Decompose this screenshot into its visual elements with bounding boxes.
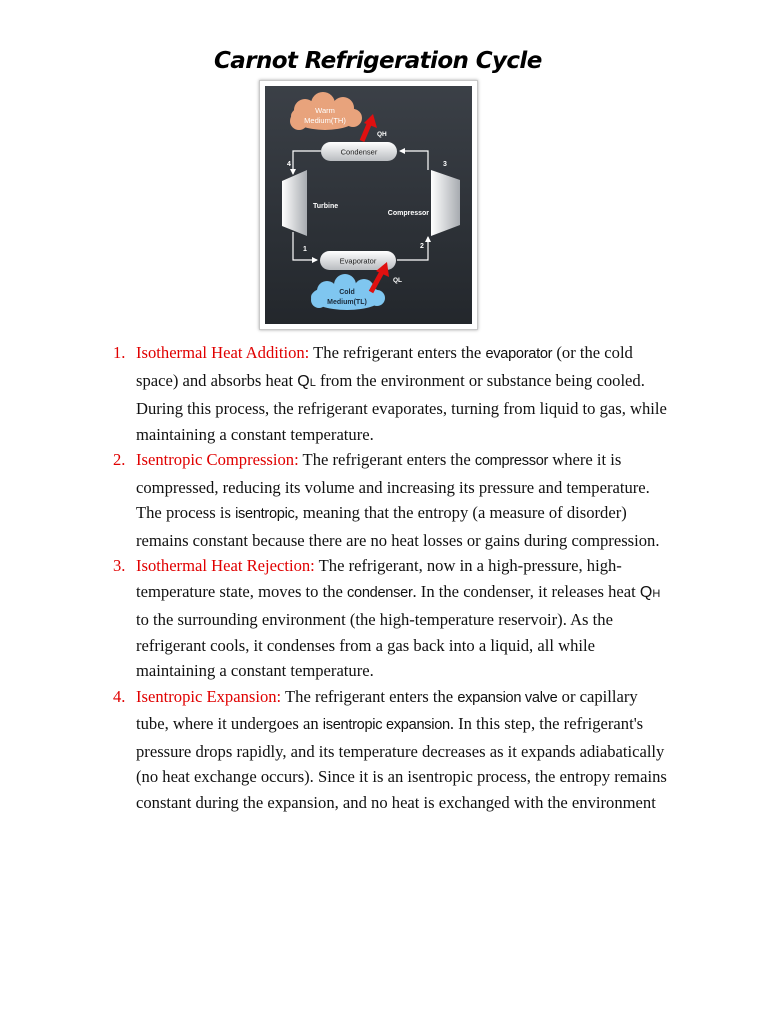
- step-keyword: isentropic: [235, 506, 295, 522]
- condenser: [321, 142, 397, 161]
- compressor-label: Compressor: [387, 210, 429, 217]
- page-title: Carnot Refrigeration Cycle: [214, 48, 542, 74]
- step-text: (or the cold space) and absorbs heat: [136, 343, 633, 390]
- step-heading: Isentropic Expansion:: [136, 686, 282, 706]
- cold-medium-label-line2: Medium(TL): [327, 299, 367, 306]
- step-keyword: condenser: [347, 584, 413, 601]
- step-text: The refrigerant enters the: [281, 686, 458, 706]
- list-item: [113, 553, 673, 684]
- state-4-label: 4: [287, 161, 291, 168]
- heat-symbol: [640, 584, 660, 601]
- heat-symbol-letter: Q: [297, 372, 310, 390]
- cycle-diagram-figure: [259, 80, 478, 330]
- process-steps-list: [113, 340, 673, 815]
- list-item: [113, 684, 673, 816]
- step-text: where it is compressed, reducing its volume and increasing its pressure and temperature. The process is: [136, 450, 650, 522]
- step-number: 3.: [113, 556, 126, 575]
- step-text: The refrigerant, now in a high-pressure, high-temperature state, moves to the: [136, 556, 622, 601]
- step-keyword: expansion valve: [457, 689, 558, 706]
- state-3-label: 3: [443, 161, 447, 168]
- step-number: 1.: [113, 343, 126, 362]
- heat-symbol-letter: Q: [639, 583, 653, 601]
- turbine-label: Turbine: [313, 203, 339, 210]
- ql-label: QL: [393, 277, 403, 284]
- step-text: . In this step, the refrigerant's pressure drops rapidly, and its temperature decreases as it expands adiabatically (no heat exchange occurs). Since it is an isentropic process, the entropy remains constant during the expansion, and no heat is exchanged with the environment: [136, 714, 667, 812]
- step-keyword: isentropic expansion: [322, 717, 450, 733]
- step-text: from the environment or substance being cooled. During this process, the refrigerant evaporates, turning from liquid to gas, while maintaining a constant temperature.: [136, 370, 667, 444]
- evaporator-label: Evaporator: [339, 256, 377, 266]
- step-heading: Isothermal Heat Addition:: [136, 343, 310, 362]
- warm-medium-label-line1: Warm: [315, 106, 335, 115]
- heat-symbol-subscript: H: [652, 587, 661, 600]
- list-item: [113, 340, 673, 447]
- state-1-label: 1: [303, 246, 307, 253]
- heat-symbol: [297, 373, 316, 390]
- step-text: The refrigerant enters the: [309, 343, 486, 362]
- qh-label: QH: [377, 131, 387, 138]
- step-text: , meaning that the entropy (a measure of disorder) remains constant because there are no heat losses or gains during compression.: [136, 503, 660, 550]
- step-text: to the surrounding environment (the high-temperature reservoir). As the refrigerant cools, it condenses from a gas back into a liquid, all while maintaining a constant temperature.: [136, 610, 613, 680]
- warm-medium-label-line2: Medium(TH): [304, 116, 346, 125]
- cycle-diagram: [265, 86, 472, 324]
- step-number: 4.: [113, 686, 126, 706]
- state-2-label: 2: [420, 243, 424, 250]
- step-heading: Isothermal Heat Rejection:: [136, 556, 315, 575]
- cold-medium-label-line1: Cold: [339, 289, 355, 296]
- step-text: The refrigerant enters the: [298, 450, 475, 469]
- condenser-label: Condenser: [340, 147, 378, 157]
- step-text: or capillary tube, where it undergoes an: [136, 686, 638, 733]
- list-item: [113, 447, 673, 553]
- step-number: 2.: [113, 450, 126, 469]
- step-text: . In the condenser, it releases heat: [412, 581, 640, 601]
- step-keyword: evaporator: [485, 346, 553, 362]
- heat-symbol-subscript: L: [309, 376, 316, 389]
- step-keyword: compressor: [474, 453, 549, 469]
- step-heading: Isentropic Compression:: [136, 450, 299, 469]
